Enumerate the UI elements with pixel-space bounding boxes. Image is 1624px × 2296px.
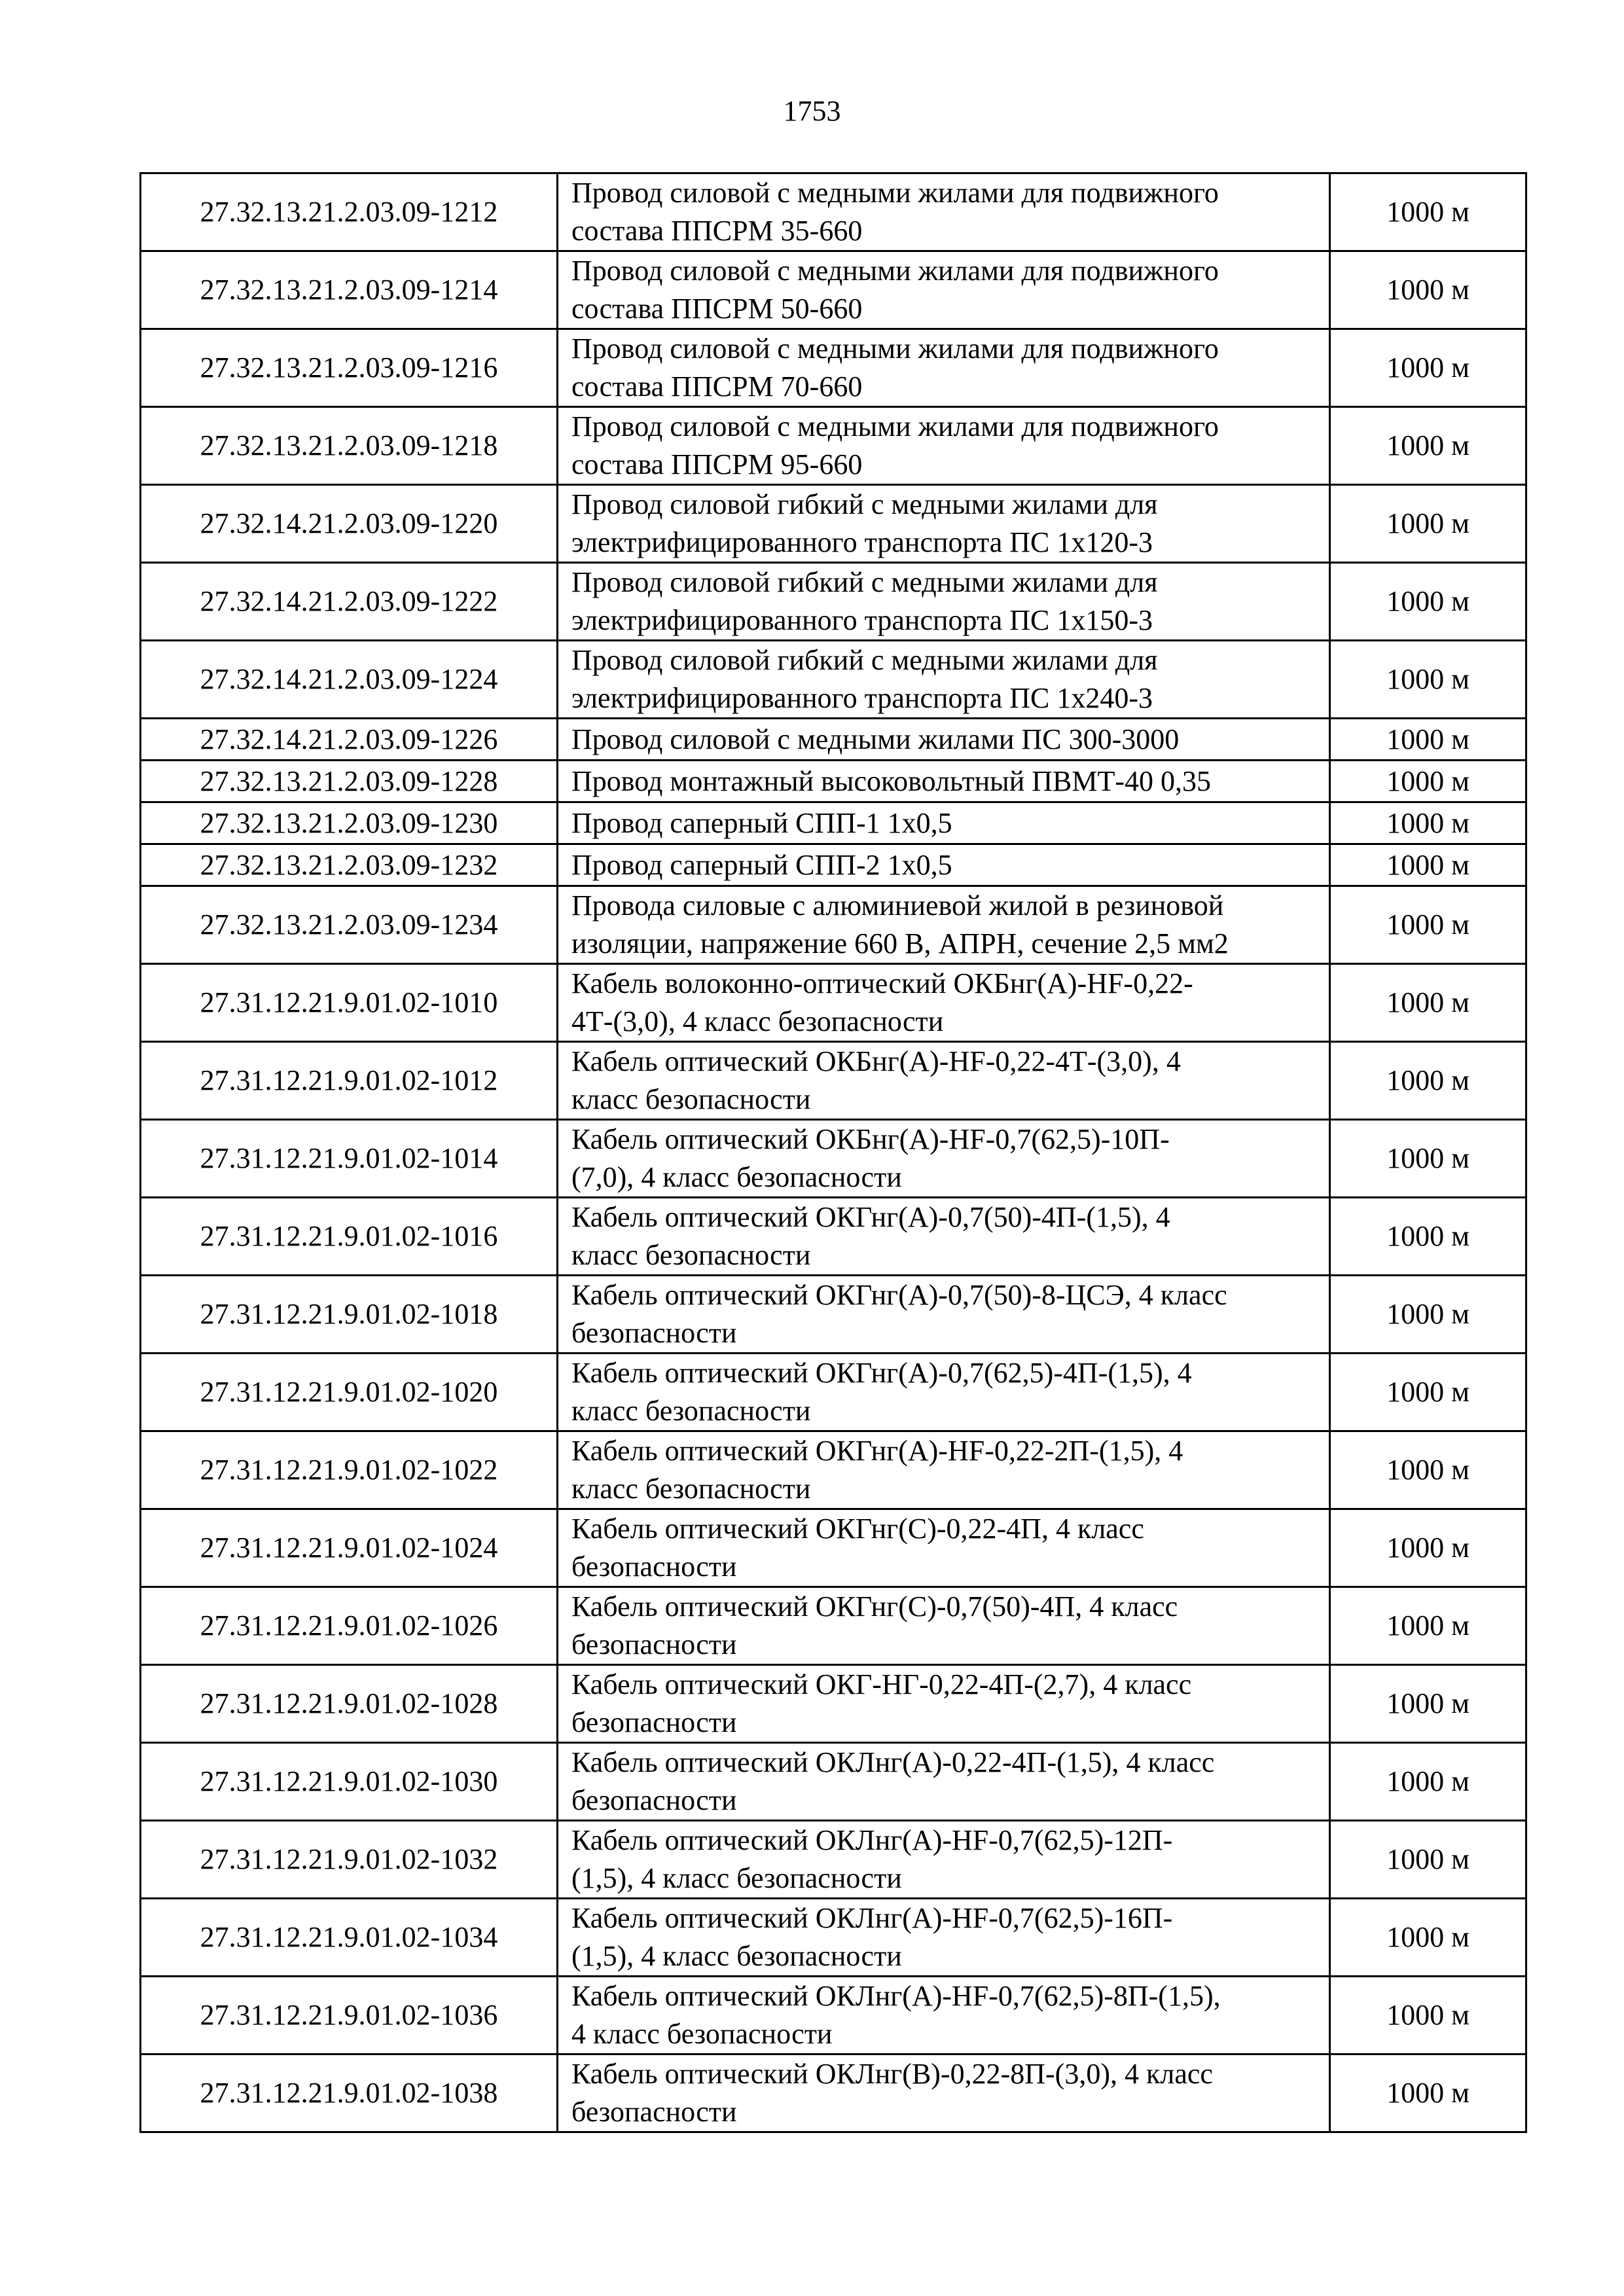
resource-name-cell bbox=[558, 802, 1330, 844]
resource-code-cell: 27.32.13.21.2.03.09-1216 bbox=[141, 329, 558, 407]
resource-code-cell: 27.31.12.21.9.01.02-1030 bbox=[141, 1743, 558, 1821]
unit-cell: 1000 м bbox=[1330, 251, 1526, 329]
unit-cell: 1000 м bbox=[1330, 1509, 1526, 1587]
unit-cell: 1000 м bbox=[1330, 1899, 1526, 1977]
resource-name-line: состава ППСРМ 50-660 bbox=[571, 293, 863, 325]
unit-cell: 1000 м bbox=[1330, 407, 1526, 485]
resource-name-cell bbox=[558, 844, 1330, 886]
table-row bbox=[141, 719, 1526, 761]
resource-name-line: безопасности bbox=[571, 1706, 737, 1738]
resource-name-cell bbox=[558, 1276, 1330, 1354]
resource-name-cell bbox=[558, 964, 1330, 1042]
resource-name-line: Кабель оптический ОКГ-НГ-0,22-4П-(2,7), 4 класс bbox=[571, 1668, 1192, 1700]
resource-name-line: безопасности bbox=[571, 1317, 737, 1349]
resource-name-line: 4 класс безопасности bbox=[571, 2018, 833, 2050]
resource-code-cell: 27.32.13.21.2.03.09-1214 bbox=[141, 251, 558, 329]
resource-code-cell: 27.32.14.21.2.03.09-1222 bbox=[141, 563, 558, 641]
resource-name-line: Провод саперный СПП-2 1х0,5 bbox=[571, 848, 952, 881]
resource-name-line: безопасности bbox=[571, 1551, 737, 1583]
resource-name-cell bbox=[558, 251, 1330, 329]
table-row bbox=[141, 802, 1526, 844]
unit-cell: 1000 м bbox=[1330, 1354, 1526, 1431]
unit-cell: 1000 м bbox=[1330, 964, 1526, 1042]
unit-cell: 1000 м bbox=[1330, 886, 1526, 964]
table-row bbox=[141, 1042, 1526, 1120]
resource-name-line: Кабель оптический ОКБнг(А)-HF-0,7(62,5)-10П- bbox=[571, 1123, 1170, 1155]
resource-code-cell: 27.32.13.21.2.03.09-1230 bbox=[141, 802, 558, 844]
resource-name-line: Кабель оптический ОКЛнг(А)-HF-0,7(62,5)-8П-(1,5), bbox=[571, 1980, 1221, 2012]
resource-name-line: Кабель оптический ОКГнг(С)-0,22-4П, 4 класс bbox=[571, 1513, 1144, 1545]
table-row bbox=[141, 964, 1526, 1042]
unit-cell: 1000 м bbox=[1330, 1120, 1526, 1198]
resource-code-cell: 27.32.13.21.2.03.09-1234 bbox=[141, 886, 558, 964]
resource-name-line: Провод силовой с медными жилами для подвижного bbox=[571, 177, 1219, 209]
resource-name-cell bbox=[558, 1977, 1330, 2054]
table-row bbox=[141, 1821, 1526, 1899]
resource-name-line: Кабель волоконно-оптический ОКБнг(А)-HF-0,22- bbox=[571, 967, 1193, 999]
resource-name-cell bbox=[558, 563, 1330, 641]
resource-name-line: класс безопасности bbox=[571, 1083, 811, 1115]
resource-code-cell: 27.32.13.21.2.03.09-1232 bbox=[141, 844, 558, 886]
resource-name-line: Провода силовые с алюминиевой жилой в резиновой bbox=[571, 889, 1224, 922]
resource-name-cell bbox=[558, 1743, 1330, 1821]
unit-cell: 1000 м bbox=[1330, 719, 1526, 761]
resource-code-cell: 27.31.12.21.9.01.02-1026 bbox=[141, 1587, 558, 1665]
resource-name-line: Кабель оптический ОКЛнг(В)-0,22-8П-(3,0), 4 класс bbox=[571, 2058, 1213, 2090]
unit-cell: 1000 м bbox=[1330, 761, 1526, 802]
resource-name-line: безопасности bbox=[571, 2096, 737, 2128]
resource-name-line: Кабель оптический ОКГнг(А)-0,7(50)-4П-(1,5), 4 bbox=[571, 1201, 1170, 1233]
resource-code-cell: 27.32.13.21.2.03.09-1218 bbox=[141, 407, 558, 485]
resource-code-cell: 27.32.14.21.2.03.09-1224 bbox=[141, 641, 558, 719]
table-row bbox=[141, 886, 1526, 964]
resource-name-cell bbox=[558, 173, 1330, 251]
table-row bbox=[141, 251, 1526, 329]
resource-name-cell bbox=[558, 1431, 1330, 1509]
table-row bbox=[141, 1509, 1526, 1587]
resource-name-cell bbox=[558, 1665, 1330, 1743]
resource-name-cell bbox=[558, 407, 1330, 485]
resource-name-line: Провод саперный СПП-1 1х0,5 bbox=[571, 806, 952, 839]
resource-name-line: Кабель оптический ОКГнг(С)-0,7(50)-4П, 4 класс bbox=[571, 1590, 1178, 1623]
resource-name-line: состава ППСРМ 35-660 bbox=[571, 215, 863, 247]
resource-code-cell: 27.31.12.21.9.01.02-1018 bbox=[141, 1276, 558, 1354]
resource-name-cell bbox=[558, 2054, 1330, 2132]
table-row bbox=[141, 761, 1526, 802]
resource-name-cell bbox=[558, 1198, 1330, 1276]
resource-name-line: состава ППСРМ 95-660 bbox=[571, 448, 863, 480]
resource-name-line: (1,5), 4 класс безопасности bbox=[571, 1862, 902, 1894]
resource-name-line: электрифицированного транспорта ПС 1х120-3 bbox=[571, 526, 1153, 558]
table-row bbox=[141, 1977, 1526, 2054]
resource-name-line: безопасности bbox=[571, 1784, 737, 1816]
unit-cell: 1000 м bbox=[1330, 1977, 1526, 2054]
resource-code-cell: 27.31.12.21.9.01.02-1022 bbox=[141, 1431, 558, 1509]
resource-name-cell bbox=[558, 1042, 1330, 1120]
resource-name-cell bbox=[558, 329, 1330, 407]
unit-cell: 1000 м bbox=[1330, 844, 1526, 886]
unit-cell: 1000 м bbox=[1330, 1276, 1526, 1354]
resource-name-cell bbox=[558, 641, 1330, 719]
unit-cell: 1000 м bbox=[1330, 641, 1526, 719]
unit-cell: 1000 м bbox=[1330, 1042, 1526, 1120]
resource-name-line: Провод силовой с медными жилами для подвижного bbox=[571, 255, 1219, 287]
resource-name-cell bbox=[558, 1120, 1330, 1198]
unit-cell: 1000 м bbox=[1330, 173, 1526, 251]
resource-code-cell: 27.32.14.21.2.03.09-1220 bbox=[141, 485, 558, 563]
resource-name-cell bbox=[558, 719, 1330, 761]
resource-name-line: Кабель оптический ОКГнг(А)-HF-0,22-2П-(1,5), 4 bbox=[571, 1435, 1183, 1467]
table-row bbox=[141, 1198, 1526, 1276]
table-row bbox=[141, 1354, 1526, 1431]
resource-name-line: Провод силовой с медными жилами ПС 300-3000 bbox=[571, 723, 1180, 755]
resource-code-cell: 27.32.13.21.2.03.09-1228 bbox=[141, 761, 558, 802]
unit-cell: 1000 м bbox=[1330, 1198, 1526, 1276]
resource-code-cell: 27.31.12.21.9.01.02-1032 bbox=[141, 1821, 558, 1899]
unit-cell: 1000 м bbox=[1330, 802, 1526, 844]
resource-name-line: Кабель оптический ОКЛнг(А)-0,22-4П-(1,5), 4 класс bbox=[571, 1746, 1215, 1778]
table-row bbox=[141, 1899, 1526, 1977]
table-row bbox=[141, 844, 1526, 886]
resource-name-cell bbox=[558, 1587, 1330, 1665]
resource-name-line: Провод силовой с медными жилами для подвижного bbox=[571, 410, 1219, 442]
resource-code-cell: 27.31.12.21.9.01.02-1028 bbox=[141, 1665, 558, 1743]
unit-cell: 1000 м bbox=[1330, 1743, 1526, 1821]
resource-name-line: класс безопасности bbox=[571, 1473, 811, 1505]
resource-name-cell bbox=[558, 1821, 1330, 1899]
unit-cell: 1000 м bbox=[1330, 563, 1526, 641]
unit-cell: 1000 м bbox=[1330, 1665, 1526, 1743]
table-row bbox=[141, 1665, 1526, 1743]
resource-code-cell: 27.31.12.21.9.01.02-1034 bbox=[141, 1899, 558, 1977]
resource-name-line: электрифицированного транспорта ПС 1х240-3 bbox=[571, 682, 1153, 714]
table-row bbox=[141, 2054, 1526, 2132]
resource-code-cell: 27.31.12.21.9.01.02-1020 bbox=[141, 1354, 558, 1431]
unit-cell: 1000 м bbox=[1330, 485, 1526, 563]
resource-code-cell: 27.31.12.21.9.01.02-1010 bbox=[141, 964, 558, 1042]
table-row bbox=[141, 641, 1526, 719]
resource-name-line: Кабель оптический ОКЛнг(А)-HF-0,7(62,5)-12П- bbox=[571, 1824, 1173, 1856]
table-row bbox=[141, 485, 1526, 563]
resource-name-line: класс безопасности bbox=[571, 1239, 811, 1271]
table-row bbox=[141, 1120, 1526, 1198]
resource-name-line: класс безопасности bbox=[571, 1395, 811, 1427]
resource-name-line: Кабель оптический ОКБнг(А)-HF-0,22-4Т-(3,0), 4 bbox=[571, 1045, 1181, 1077]
resource-name-line: Провод силовой гибкий с медными жилами для bbox=[571, 488, 1158, 520]
table-row bbox=[141, 563, 1526, 641]
resource-name-line: Кабель оптический ОКГнг(А)-0,7(50)-8-ЦСЭ, 4 класс bbox=[571, 1279, 1227, 1311]
table-row bbox=[141, 1431, 1526, 1509]
resource-name-line: Провод силовой гибкий с медными жилами для bbox=[571, 566, 1158, 598]
resource-name-line: (7,0), 4 класс безопасности bbox=[571, 1161, 902, 1193]
resource-name-line: Провод силовой гибкий с медными жилами для bbox=[571, 644, 1158, 676]
resource-code-cell: 27.31.12.21.9.01.02-1016 bbox=[141, 1198, 558, 1276]
unit-cell: 1000 м bbox=[1330, 2054, 1526, 2132]
table-row bbox=[141, 1276, 1526, 1354]
resource-code-cell: 27.32.13.21.2.03.09-1212 bbox=[141, 173, 558, 251]
resource-name-cell bbox=[558, 1354, 1330, 1431]
unit-cell: 1000 м bbox=[1330, 1821, 1526, 1899]
resource-name-cell bbox=[558, 761, 1330, 802]
table-row bbox=[141, 173, 1526, 251]
resource-name-cell bbox=[558, 886, 1330, 964]
page-number: 1753 bbox=[783, 95, 841, 127]
resource-name-line: изоляции, напряжение 660 В, АПРН, сечение 2,5 мм2 bbox=[571, 927, 1229, 960]
resource-name-line: электрифицированного транспорта ПС 1х150-3 bbox=[571, 604, 1153, 636]
resource-name-cell bbox=[558, 1899, 1330, 1977]
resource-code-cell: 27.31.12.21.9.01.02-1012 bbox=[141, 1042, 558, 1120]
resource-code-cell: 27.32.14.21.2.03.09-1226 bbox=[141, 719, 558, 761]
table-row bbox=[141, 329, 1526, 407]
resource-name-line: Кабель оптический ОКГнг(А)-0,7(62,5)-4П-(1,5), 4 bbox=[571, 1357, 1192, 1389]
resource-code-cell: 27.31.12.21.9.01.02-1014 bbox=[141, 1120, 558, 1198]
resource-table bbox=[139, 172, 1527, 2133]
unit-cell: 1000 м bbox=[1330, 329, 1526, 407]
resource-name-line: Провод монтажный высоковольтный ПВМТ-40 0,35 bbox=[571, 764, 1212, 797]
table-row bbox=[141, 1743, 1526, 1821]
resource-name-cell bbox=[558, 1509, 1330, 1587]
resource-name-line: безопасности bbox=[571, 1628, 737, 1660]
unit-cell: 1000 м bbox=[1330, 1431, 1526, 1509]
table-row bbox=[141, 407, 1526, 485]
resource-name-line: (1,5), 4 класс безопасности bbox=[571, 1940, 902, 1972]
resource-name-line: состава ППСРМ 70-660 bbox=[571, 370, 863, 403]
resource-name-line: Провод силовой с медными жилами для подвижного bbox=[571, 332, 1219, 365]
table-body bbox=[141, 173, 1526, 2132]
unit-cell: 1000 м bbox=[1330, 1587, 1526, 1665]
resource-code-cell: 27.31.12.21.9.01.02-1038 bbox=[141, 2054, 558, 2132]
table-row bbox=[141, 1587, 1526, 1665]
resource-name-line: Кабель оптический ОКЛнг(А)-HF-0,7(62,5)-16П- bbox=[571, 1902, 1173, 1934]
resource-code-cell: 27.31.12.21.9.01.02-1036 bbox=[141, 1977, 558, 2054]
resource-name-cell bbox=[558, 485, 1330, 563]
resource-name-line: 4Т-(3,0), 4 класс безопасности bbox=[571, 1005, 944, 1037]
resource-code-cell: 27.31.12.21.9.01.02-1024 bbox=[141, 1509, 558, 1587]
